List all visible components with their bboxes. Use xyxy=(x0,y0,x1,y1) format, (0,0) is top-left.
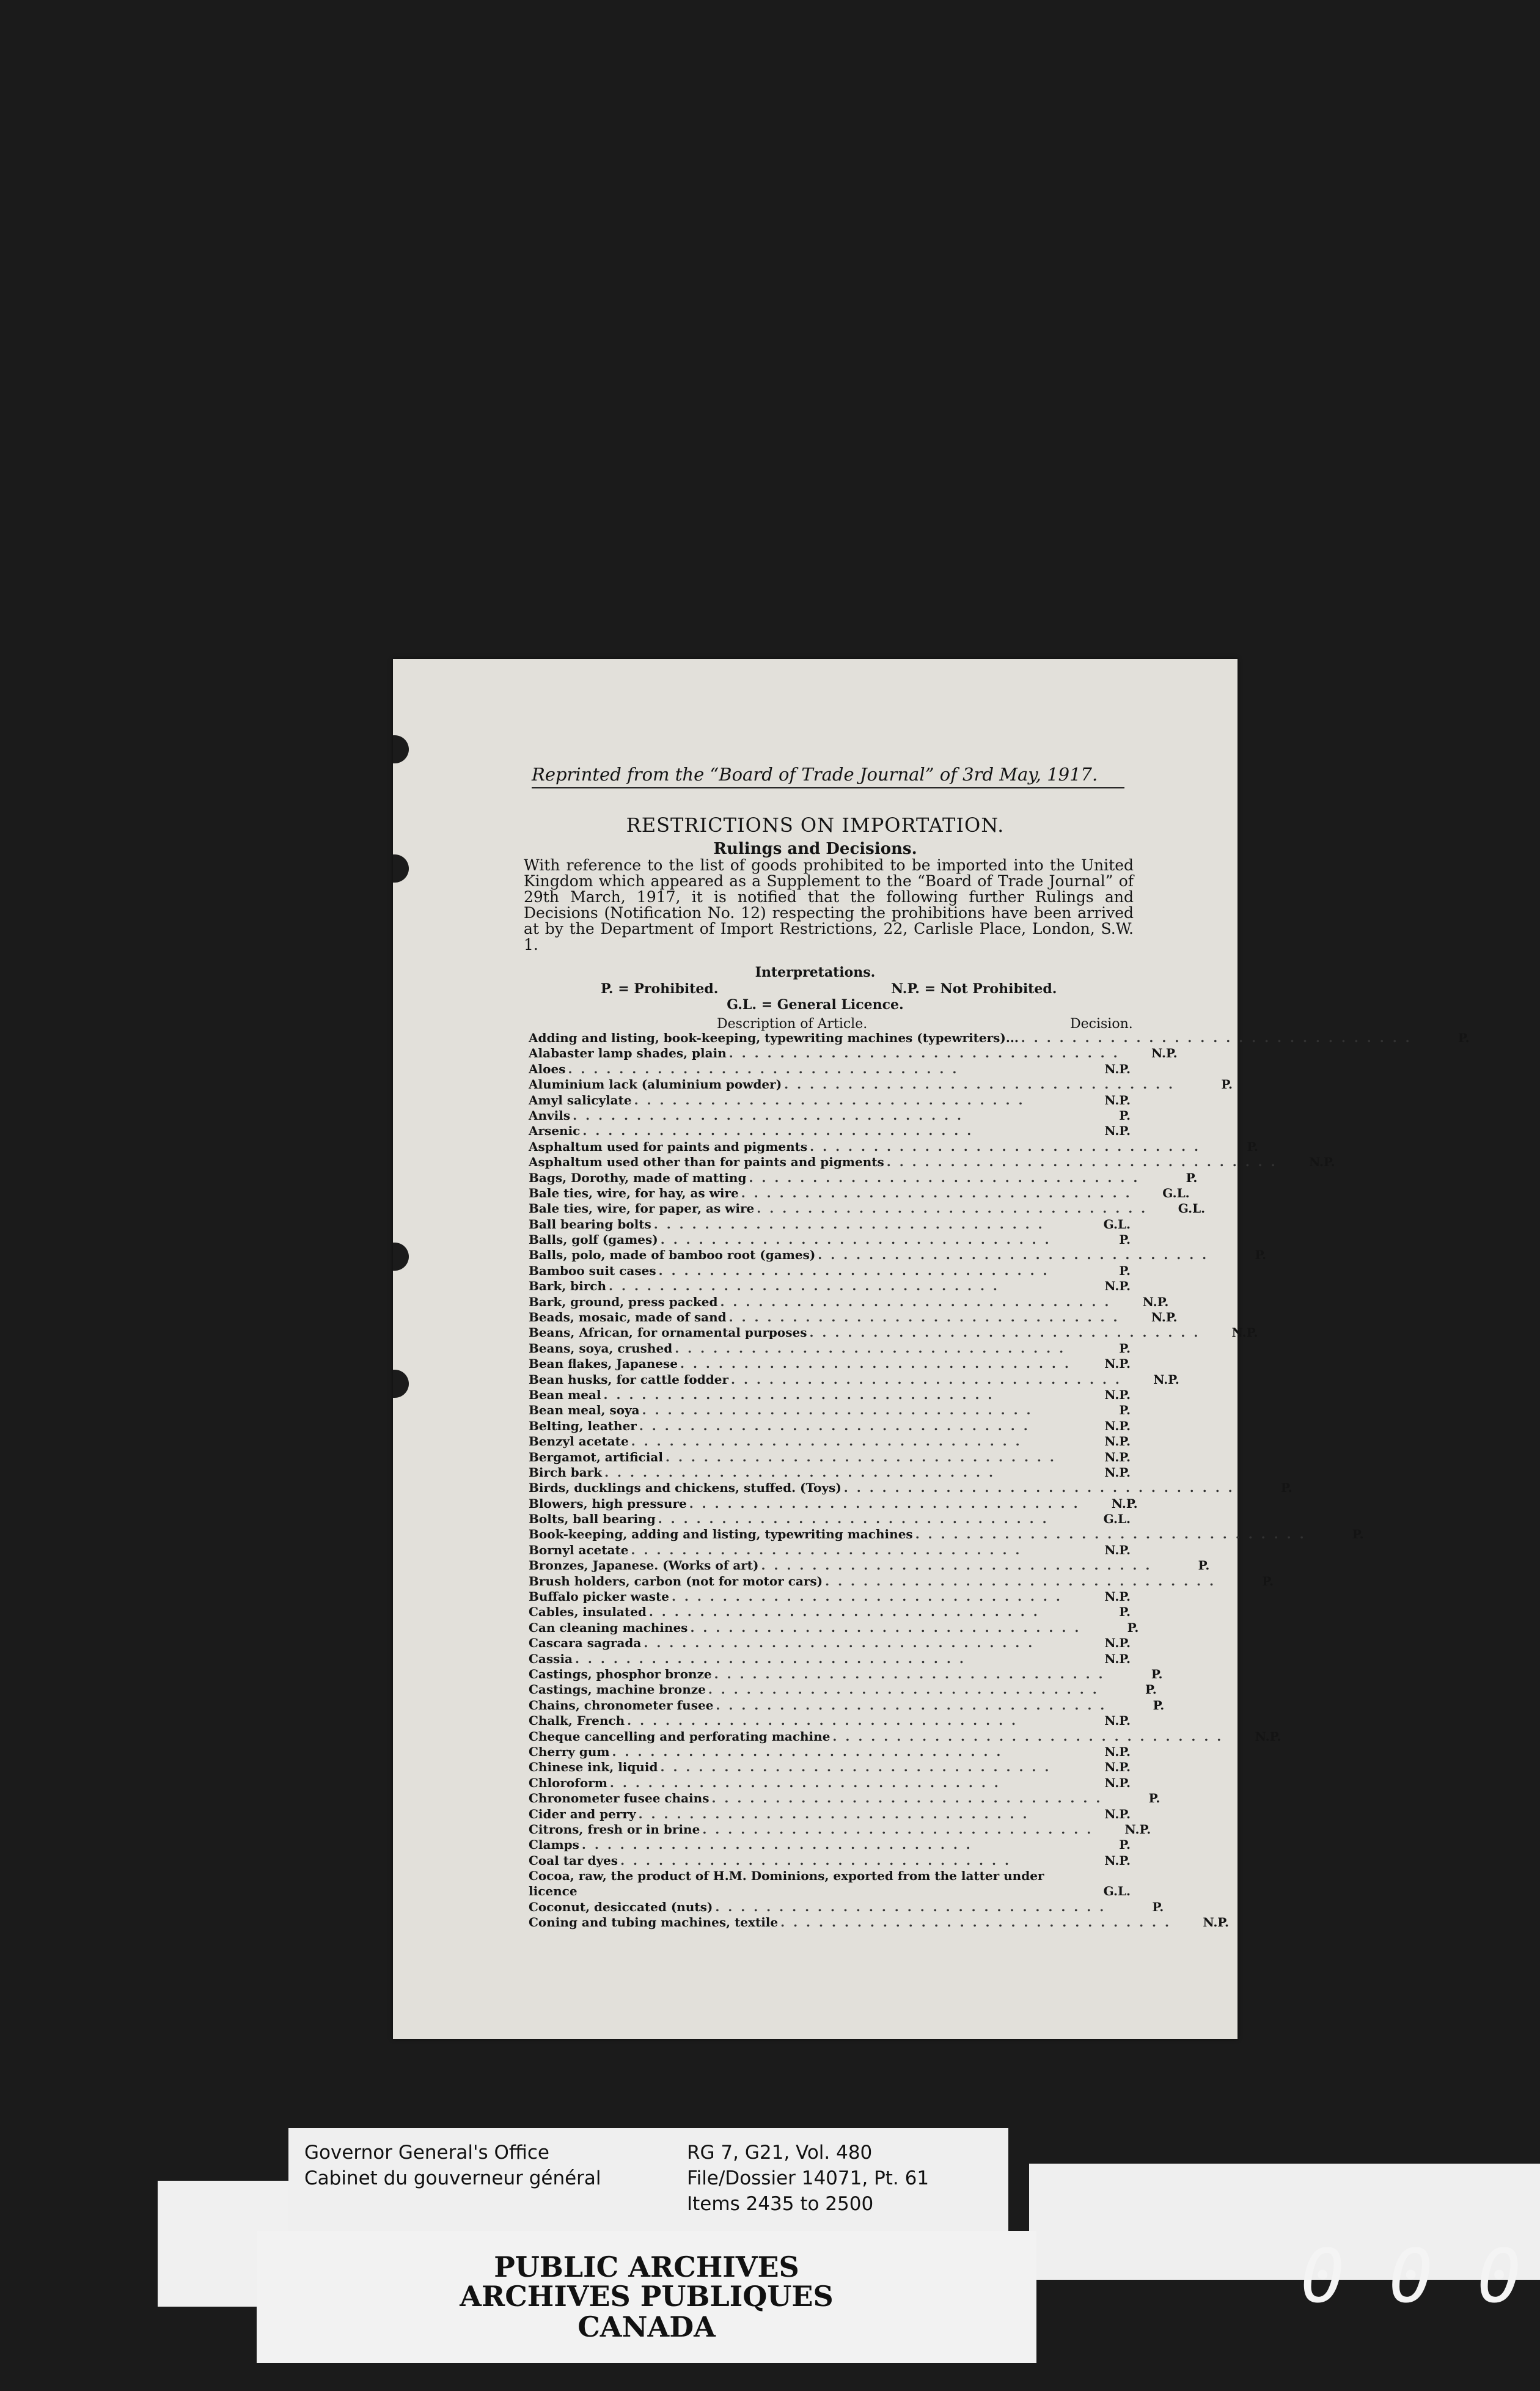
dot-leader: ............................... xyxy=(609,1279,1006,1294)
article-decision: N.P. xyxy=(1124,1821,1151,1837)
table-row xyxy=(529,1232,1131,1247)
article-description: Buffalo picker waste xyxy=(529,1589,669,1604)
article-description: Cascara sagrada xyxy=(529,1636,642,1651)
intro-paragraph: With reference to the list of goods prohibited to be imported into the United Kingdom which appeared as a Supplement to the “Board of Trade Journal” of 29th March, 1917, it is notified that the following further Rulings and Decisions (Notification No. 12) respecting the prohibitions have been arrived at by the Department of Import Restrictions, 22, Carlisle Place, London, S.W. 1. xyxy=(524,856,1134,953)
table-row xyxy=(529,1837,1131,1853)
table-row xyxy=(529,1480,1292,1496)
dot-leader: ............................... xyxy=(714,1667,1112,1681)
table-row xyxy=(529,1728,1282,1744)
article-description: Clamps xyxy=(529,1837,579,1853)
dot-leader: ............................... xyxy=(658,1511,1055,1527)
table-row xyxy=(529,1123,1131,1139)
table-row xyxy=(529,1821,1151,1837)
article-description: Bark, birch xyxy=(529,1279,607,1294)
dot-leader: ............................... xyxy=(757,1201,1154,1216)
table-row xyxy=(529,1573,1274,1589)
dot-leader: ............................... xyxy=(660,1232,1058,1247)
dot-leader: ............................... xyxy=(716,1697,1113,1713)
table-row xyxy=(529,1279,1131,1294)
dot-leader: ............................... xyxy=(639,1418,1036,1433)
article-description: Aluminium lack (aluminium powder) xyxy=(529,1077,782,1092)
table-row xyxy=(529,1062,1131,1077)
table-row xyxy=(529,1543,1131,1558)
table-row xyxy=(529,1496,1138,1511)
article-description: Beads, mosaic, made of sand xyxy=(529,1310,727,1325)
punch-hole xyxy=(393,1243,409,1271)
dot-leader: ............................... xyxy=(631,1434,1028,1449)
table-row xyxy=(529,1356,1131,1372)
table-row xyxy=(529,1744,1131,1760)
article-decision: N.P. xyxy=(1104,1589,1131,1604)
page-subtitle: Rulings and Decisions. xyxy=(713,840,917,858)
article-description: Asphaltum used for paints and pigments xyxy=(529,1139,808,1154)
article-description: Cheque cancelling and perforating machine xyxy=(529,1728,831,1744)
table-row xyxy=(529,1247,1267,1263)
dot-leader: ............................... xyxy=(741,1185,1138,1200)
article-decision: N.P. xyxy=(1142,1294,1169,1309)
article-decision: P. xyxy=(1119,1107,1131,1123)
table-row xyxy=(529,1450,1131,1465)
dot-leader: ............................... xyxy=(573,1107,970,1123)
article-description: Bornyl acetate xyxy=(529,1542,629,1557)
punch-hole xyxy=(393,854,409,883)
article-description: Cherry gum xyxy=(529,1744,610,1759)
dot-leader: ............................... xyxy=(620,1853,1018,1868)
dot-leader: ............................... xyxy=(843,1480,1241,1496)
table-row xyxy=(529,1434,1131,1449)
article-decision: N.P. xyxy=(1104,1061,1131,1076)
table-row xyxy=(529,1201,1206,1216)
article-description: Coning and tubing machines, textile xyxy=(529,1915,779,1930)
dot-leader: ............................... xyxy=(644,1636,1041,1651)
table-row xyxy=(529,1511,1131,1527)
dot-leader: ............................... xyxy=(603,1387,1001,1402)
article-description: Arsenic xyxy=(529,1123,581,1139)
article-description: Bark, ground, press packed xyxy=(529,1294,718,1309)
article-decision: P. xyxy=(1119,1837,1131,1853)
table-row xyxy=(529,1341,1131,1356)
dot-leader: ............................... xyxy=(825,1573,1222,1588)
dot-leader: ............................... xyxy=(715,1899,1113,1914)
table-row xyxy=(529,1589,1131,1604)
article-decision: N.P. xyxy=(1104,1464,1131,1480)
dot-leader: ............................... xyxy=(832,1728,1230,1744)
article-decision: N.P. xyxy=(1104,1449,1131,1464)
article-decision: N.P. xyxy=(1104,1092,1131,1107)
table-row xyxy=(529,1807,1131,1822)
table-row xyxy=(529,1217,1131,1232)
frame-number: 0 0 0 xyxy=(1300,2235,1522,2319)
article-decision: N.P. xyxy=(1104,1760,1131,1775)
column-header-decision: Decision. xyxy=(1070,1016,1133,1032)
dot-leader: ............................... xyxy=(690,1620,1088,1635)
column-header-description: Description of Article. xyxy=(717,1016,868,1032)
rulings-table xyxy=(529,1030,1470,1931)
dot-leader: ............................... xyxy=(749,1170,1146,1185)
table-row xyxy=(529,1139,1259,1155)
article-description: Chalk, French xyxy=(529,1713,625,1728)
table-row xyxy=(529,1465,1131,1480)
dot-leader: ............................... xyxy=(728,1046,1126,1061)
table-row xyxy=(529,1263,1131,1279)
article-decision: P. xyxy=(1119,1340,1131,1356)
article-decision: N.P. xyxy=(1104,1853,1131,1868)
dot-leader: ............................... xyxy=(680,1356,1077,1372)
article-decision: N.P. xyxy=(1151,1310,1178,1325)
dot-leader: ............................... xyxy=(780,1915,1178,1930)
article-decision: P. xyxy=(1352,1527,1364,1542)
dot-leader: ............................... xyxy=(604,1464,1002,1480)
dot-leader: ............................... xyxy=(582,1123,980,1139)
article-description: Citrons, fresh or in brine xyxy=(529,1821,700,1837)
article-description: Cables, insulated xyxy=(529,1604,647,1620)
dot-leader: ............................... xyxy=(631,1542,1028,1557)
table-row xyxy=(529,1791,1160,1806)
table-row xyxy=(529,1915,1229,1930)
article-decision: N.P. xyxy=(1104,1636,1131,1651)
article-decision: N.P. xyxy=(1104,1418,1131,1433)
dot-leader: ............................... xyxy=(818,1247,1216,1263)
dot-leader: ............................... xyxy=(1021,1030,1418,1045)
article-description: Bale ties, wire, for paper, as wire xyxy=(529,1201,755,1216)
article-description: Adding and listing, book-keeping, typewriting machines (typewriters)... xyxy=(529,1030,1019,1045)
table-row xyxy=(529,1155,1335,1170)
dot-leader: ............................... xyxy=(731,1372,1128,1387)
interpretation-general-licence: G.L. = General Licence. xyxy=(727,997,904,1013)
page-title: RESTRICTIONS ON IMPORTATION. xyxy=(626,814,1005,837)
dot-leader: ............................... xyxy=(784,1077,1182,1092)
dot-leader: ............................... xyxy=(720,1294,1118,1309)
table-row xyxy=(529,1620,1139,1636)
article-decision: N.P. xyxy=(1104,1434,1131,1449)
article-decision: P. xyxy=(1458,1030,1470,1045)
table-row xyxy=(529,1527,1364,1543)
article-decision: P. xyxy=(1127,1620,1139,1635)
document-page xyxy=(393,659,1470,2039)
table-row xyxy=(529,1558,1210,1573)
article-description: Bean meal, soya xyxy=(529,1403,640,1418)
article-description: Bean meal xyxy=(529,1387,601,1402)
dot-leader: ............................... xyxy=(634,1092,1032,1107)
article-decision: N.P. xyxy=(1308,1155,1335,1170)
interpretation-prohibited: P. = Prohibited. xyxy=(601,981,719,997)
article-description: Bamboo suit cases xyxy=(529,1263,656,1278)
article-decision: N.P. xyxy=(1111,1496,1138,1511)
article-decision: P. xyxy=(1148,1791,1160,1806)
article-decision: G.L. xyxy=(1103,1511,1131,1527)
stamp-canada: CANADA xyxy=(578,2310,716,2343)
article-description: Anvils xyxy=(529,1107,571,1123)
article-description: Benzyl acetate xyxy=(529,1434,629,1449)
article-decision: P. xyxy=(1145,1682,1157,1697)
article-description: Bags, Dorothy, made of matting xyxy=(529,1170,747,1185)
article-decision: N.P. xyxy=(1104,1356,1131,1372)
dot-leader: ............................... xyxy=(581,1837,979,1853)
dot-leader: ............................... xyxy=(728,1310,1126,1325)
table-row xyxy=(529,1776,1131,1791)
article-description: Bean flakes, Japanese xyxy=(529,1356,678,1372)
article-decision: P. xyxy=(1152,1899,1164,1914)
table-row xyxy=(529,1868,1131,1900)
article-description: Beans, soya, crushed xyxy=(529,1340,673,1356)
stamp-public-archives: PUBLIC ARCHIVES xyxy=(494,2250,799,2283)
article-description: Chinese ink, liquid xyxy=(529,1760,658,1775)
record-group-ref: RG 7, G21, Vol. 480 xyxy=(687,2142,873,2164)
table-row xyxy=(529,1108,1131,1123)
interpretations-heading: Interpretations. xyxy=(755,964,876,980)
table-row xyxy=(529,1403,1131,1418)
article-description: Balls, polo, made of bamboo root (games) xyxy=(529,1247,816,1263)
dot-leader: ............................... xyxy=(708,1682,1106,1697)
article-decision: P. xyxy=(1151,1667,1163,1681)
article-description: Blowers, high pressure xyxy=(529,1496,687,1511)
dot-leader: ............................... xyxy=(675,1340,1072,1356)
table-row xyxy=(529,1853,1131,1868)
table-row xyxy=(529,1636,1131,1651)
article-decision: P. xyxy=(1119,1403,1131,1418)
article-decision: N.P. xyxy=(1104,1713,1131,1728)
dot-leader: ............................... xyxy=(915,1527,1313,1542)
stamp-archives-publiques: ARCHIVES PUBLIQUES xyxy=(460,2280,834,2313)
dot-leader: ............................... xyxy=(665,1449,1063,1464)
table-row xyxy=(529,1419,1131,1434)
table-row xyxy=(529,1760,1131,1775)
dot-leader: ............................... xyxy=(642,1403,1040,1418)
file-dossier-ref: File/Dossier 14071, Pt. 61 xyxy=(687,2167,930,2189)
article-decision: G.L. xyxy=(1103,1216,1131,1232)
article-description: Can cleaning machines xyxy=(529,1620,688,1635)
table-row xyxy=(529,1651,1131,1667)
table-row xyxy=(529,1310,1178,1325)
table-row xyxy=(529,1185,1190,1201)
article-decision: N.P. xyxy=(1104,1651,1131,1666)
article-decision: N.P. xyxy=(1104,1279,1131,1294)
article-decision: P. xyxy=(1198,1558,1210,1573)
reprint-line: Reprinted from the “Board of Trade Journal” of 3rd May, 1917. xyxy=(532,764,1124,788)
items-range-ref: Items 2435 to 2500 xyxy=(687,2193,874,2215)
table-row xyxy=(529,1046,1178,1061)
article-decision: N.P. xyxy=(1151,1046,1178,1061)
table-row xyxy=(529,1030,1470,1046)
article-decision: N.P. xyxy=(1104,1542,1131,1557)
article-description: Balls, golf (games) xyxy=(529,1232,658,1247)
table-row xyxy=(529,1093,1131,1108)
table-row xyxy=(529,1372,1179,1387)
punch-hole xyxy=(393,735,409,763)
dot-leader: ............................... xyxy=(702,1821,1100,1837)
article-decision: G.L. xyxy=(1178,1201,1206,1216)
article-description: Amyl salicylate xyxy=(529,1092,632,1107)
table-row xyxy=(529,1899,1164,1915)
article-description: Chains, chronometer fusee xyxy=(529,1697,714,1713)
dot-leader: ............................... xyxy=(653,1216,1051,1232)
dot-leader: ............................... xyxy=(612,1744,1010,1759)
article-decision: G.L. xyxy=(1162,1185,1190,1200)
article-description: Cider and perry xyxy=(529,1806,636,1821)
dot-leader: ............................... xyxy=(711,1791,1109,1806)
office-name-en: Governor General's Office xyxy=(304,2142,550,2164)
dot-leader: ............................... xyxy=(810,1139,1208,1154)
table-row xyxy=(529,1713,1131,1728)
dot-leader: ............................... xyxy=(568,1061,966,1076)
article-decision: N.P. xyxy=(1153,1372,1179,1387)
article-description: Chloroform xyxy=(529,1775,607,1790)
table-row xyxy=(529,1077,1233,1092)
article-description: Bean husks, for cattle fodder xyxy=(529,1372,728,1387)
table-row xyxy=(529,1667,1163,1682)
table-row xyxy=(529,1170,1198,1186)
article-description: Aloes xyxy=(529,1061,566,1076)
article-decision: P. xyxy=(1119,1263,1131,1278)
article-description: Chronometer fusee chains xyxy=(529,1791,710,1806)
article-description: Bergamot, artificial xyxy=(529,1449,663,1464)
article-description: Asphaltum used other than for paints and pigments xyxy=(529,1155,884,1170)
article-description: Belting, leather xyxy=(529,1418,637,1433)
article-description: Book-keeping, adding and listing, typewriting machines xyxy=(529,1527,913,1542)
article-decision: P. xyxy=(1119,1232,1131,1247)
dot-leader: ............................... xyxy=(609,1775,1007,1790)
article-decision: P. xyxy=(1255,1247,1267,1263)
table-row xyxy=(529,1604,1131,1620)
article-description: Beans, African, for ornamental purposes xyxy=(529,1325,807,1340)
article-description: Birch bark xyxy=(529,1464,603,1480)
article-decision: N.P. xyxy=(1255,1728,1282,1744)
article-decision: P. xyxy=(1221,1077,1233,1092)
table-row xyxy=(529,1682,1157,1697)
article-description: Bronzes, Japanese. (Works of art) xyxy=(529,1558,759,1573)
article-decision: P. xyxy=(1153,1697,1165,1713)
article-description: Bolts, ball bearing xyxy=(529,1511,656,1527)
dot-leader: ............................... xyxy=(658,1263,1056,1278)
article-description: Castings, phosphor bronze xyxy=(529,1667,712,1681)
punch-hole xyxy=(393,1370,409,1398)
article-description: Alabaster lamp shades, plain xyxy=(529,1046,727,1061)
article-decision: P. xyxy=(1247,1139,1259,1154)
dot-leader: ............................... xyxy=(648,1604,1046,1620)
article-decision: N.P. xyxy=(1104,1806,1131,1821)
article-decision: N.P. xyxy=(1104,1775,1131,1790)
interpretation-not-prohibited: N.P. = Not Prohibited. xyxy=(891,981,1057,997)
article-decision: G.L. xyxy=(1103,1884,1131,1899)
table-row xyxy=(529,1697,1165,1713)
article-description: Ball bearing bolts xyxy=(529,1216,651,1232)
article-description: Cocoa, raw, the product of H.M. Dominions, exported from the latter under licence xyxy=(529,1868,1044,1899)
dot-leader: ............................... xyxy=(761,1558,1159,1573)
dot-leader: ............................... xyxy=(809,1325,1207,1340)
dot-leader: ............................... xyxy=(689,1496,1087,1511)
article-decision: N.P. xyxy=(1104,1123,1131,1139)
article-decision: N.P. xyxy=(1231,1325,1258,1340)
article-decision: N.P. xyxy=(1104,1744,1131,1759)
dot-leader: ............................... xyxy=(574,1651,972,1666)
dot-leader: ............................... xyxy=(627,1713,1025,1728)
article-decision: P. xyxy=(1119,1604,1131,1620)
article-decision: P. xyxy=(1186,1170,1198,1185)
archives-stamp xyxy=(257,2231,1036,2363)
dot-leader: ............................... xyxy=(886,1155,1284,1170)
article-decision: P. xyxy=(1280,1480,1292,1496)
article-description: Coconut, desiccated (nuts) xyxy=(529,1899,713,1914)
dot-leader: ............................... xyxy=(660,1760,1058,1775)
article-description: Bale ties, wire, for hay, as wire xyxy=(529,1185,739,1200)
table-row xyxy=(529,1325,1258,1340)
article-description: Brush holders, carbon (not for motor cars) xyxy=(529,1573,823,1588)
article-description: Castings, machine bronze xyxy=(529,1682,706,1697)
office-name-fr: Cabinet du gouverneur général xyxy=(304,2167,601,2189)
article-description: Cassia xyxy=(529,1651,573,1666)
article-decision: N.P. xyxy=(1104,1387,1131,1402)
table-row xyxy=(529,1387,1131,1403)
table-row xyxy=(529,1294,1169,1310)
dot-leader: ............................... xyxy=(638,1806,1036,1821)
dot-leader: ............................... xyxy=(671,1589,1069,1604)
article-decision: P. xyxy=(1262,1573,1274,1588)
article-decision: N.P. xyxy=(1203,1915,1229,1930)
article-description: Coal tar dyes xyxy=(529,1853,618,1868)
article-description: Birds, ducklings and chickens, stuffed. (Toys) xyxy=(529,1480,842,1496)
